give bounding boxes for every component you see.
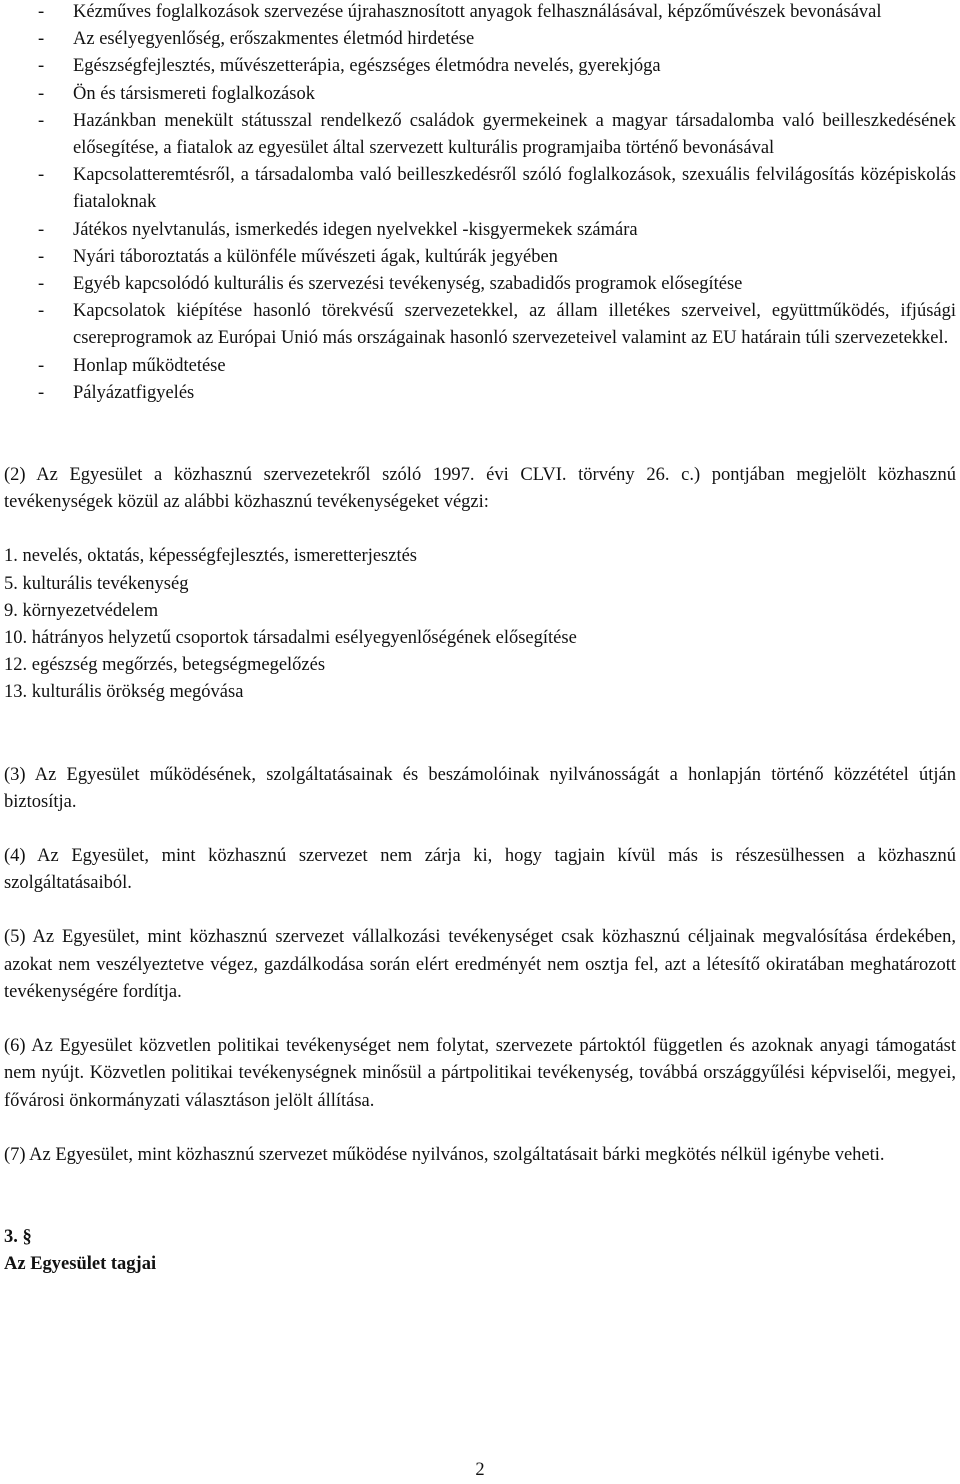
- dash-bullet: -: [38, 29, 45, 50]
- dash-bullet: -: [38, 219, 45, 240]
- activity-text: Honlap működtetése: [73, 355, 226, 376]
- paragraph-5: (5) Az Egyesület, mint közhasznú szervezet vállalkozási tevékenységet csak közhasznú céljainak megvalósítása érdekében, azokat nem veszélyeztetve végez, gazdálkodása során elért eredményét nem osztja fel, azt a létesítő okiratában meghatározott tevékenységére fordítja.: [4, 927, 956, 1002]
- paragraph-6: (6) Az Egyesület közvetlen politikai tevékenységet nem folytat, szervezete pártoktól független és azoknak anyagi támogatást nem nyújt. Közvetlen politikai tevékenységnek minősül a pártpolitikai tevékenység, továbbá országgyűlési képviselői, megyei, fővárosi önkormányzati választáson jelölt állítása.: [4, 1036, 956, 1111]
- dash-bullet: -: [38, 246, 45, 267]
- list-item: [4, 271, 956, 298]
- list-item: 1. nevelés, oktatás, képességfejlesztés, ismeretterjesztés: [4, 546, 418, 567]
- list-item: [4, 26, 956, 53]
- section-title: Az Egyesület tagjai: [4, 1253, 157, 1274]
- section-symbol: §: [22, 1226, 32, 1247]
- activity-text: Kapcsolatteremtésről, a társadalomba való beilleszkedésről szóló foglalkozások, szexuális felvilágosítás középiskolás fiataloknak: [73, 165, 956, 213]
- paragraph-3: (3) Az Egyesület működésének, szolgáltatásainak és beszámolóinak nyilvánosságát a honlapján történő közzététel útján biztosítja.: [4, 764, 956, 812]
- section-number: 3.: [4, 1226, 18, 1247]
- dash-bullet: -: [38, 274, 45, 295]
- list-item: [4, 298, 956, 352]
- paragraph-2: (2) Az Egyesület a közhasznú szervezetekről szóló 1997. évi CLVI. törvény 26. c.) pontjában megjelölt közhasznú tevékenységek közül az alábbi közhasznú tevékenységeket végzi:: [4, 465, 956, 513]
- list-item: [4, 81, 956, 108]
- dash-bullet: -: [38, 110, 45, 131]
- activity-text: Játékos nyelvtanulás, ismerkedés idegen nyelvekkel -kisgyermekek számára: [73, 219, 638, 240]
- section-number-line: [4, 1224, 956, 1251]
- document-page: [4, 0, 956, 1278]
- activity-text: Kézműves foglalkozások szervezése újrahasznosított anyagok felhasználásával, képzőművészek bevonásával: [73, 2, 882, 22]
- dash-bullet: -: [38, 165, 45, 186]
- activity-text: Az esélyegyenlőség, erőszakmentes életmód hirdetése: [73, 29, 475, 50]
- list-item: [4, 53, 956, 80]
- list-item: [4, 380, 956, 407]
- list-item: 12. egészség megőrzés, betegségmegelőzés: [4, 655, 326, 676]
- list-item: [4, 162, 956, 216]
- page-number: 2: [475, 1460, 485, 1480]
- list-item: [4, 108, 956, 162]
- paragraph-7: (7) Az Egyesület, mint közhasznú szervezet működése nyilvános, szolgáltatásait bárki megkötés nélkül igénybe veheti.: [4, 1144, 885, 1165]
- list-item: [4, 217, 956, 244]
- list-item: 13. kulturális örökség megóvása: [4, 682, 244, 703]
- public-benefit-list: [4, 543, 956, 706]
- paragraph-4: (4) Az Egyesület, mint közhasznú szervezet nem zárja ki, hogy tagjain kívül más is részesülhessen a közhasznú szolgáltatásaiból.: [4, 846, 956, 894]
- activity-text: Nyári táboroztatás a különféle művészeti ágak, kultúrák jegyében: [73, 246, 558, 267]
- dash-bullet: -: [38, 2, 45, 22]
- dash-bullet: -: [38, 301, 45, 322]
- activity-text: Egyéb kapcsolódó kulturális és szervezési tevékenység, szabadidős programok elősegítése: [73, 274, 743, 295]
- section-heading: [4, 1224, 956, 1278]
- list-item: 5. kulturális tevékenység: [4, 573, 189, 594]
- list-item: [4, 244, 956, 271]
- dash-bullet: -: [38, 83, 45, 104]
- activity-text: Egészségfejlesztés, művészetterápia, egészséges életmódra nevelés, gyerekjóga: [73, 56, 661, 77]
- list-item: [4, 0, 956, 26]
- dash-bullet: -: [38, 355, 45, 376]
- activity-text: Pályázatfigyelés: [73, 382, 195, 403]
- dash-bullet: -: [38, 56, 45, 77]
- dash-bullet: -: [38, 382, 45, 403]
- list-item: 9. környezetvédelem: [4, 600, 159, 621]
- activity-text: Ön és társismereti foglalkozások: [73, 83, 315, 104]
- activity-text: Hazánkban menekült státusszal rendelkező családok gyermekeinek a magyar társadalomba való beilleszkedésének elősegítése, a fiatalok az egyesület által szervezett kulturális programjaiba történő bevonásával: [73, 110, 956, 159]
- activity-list: [4, 0, 956, 407]
- list-item: [4, 353, 956, 380]
- activity-text: Kapcsolatok kiépítése hasonló törekvésű szervezetekkel, az állam illetékes szerveivel, együttműködés, ifjúsági csereprogramok az Európai Unió más országainak hasonló szervezeteivel valamint az EU határain túli szervezetekkel.: [73, 301, 956, 349]
- list-item: 10. hátrányos helyzetű csoportok társadalmi esélyegyenlőségének elősegítése: [4, 628, 577, 649]
